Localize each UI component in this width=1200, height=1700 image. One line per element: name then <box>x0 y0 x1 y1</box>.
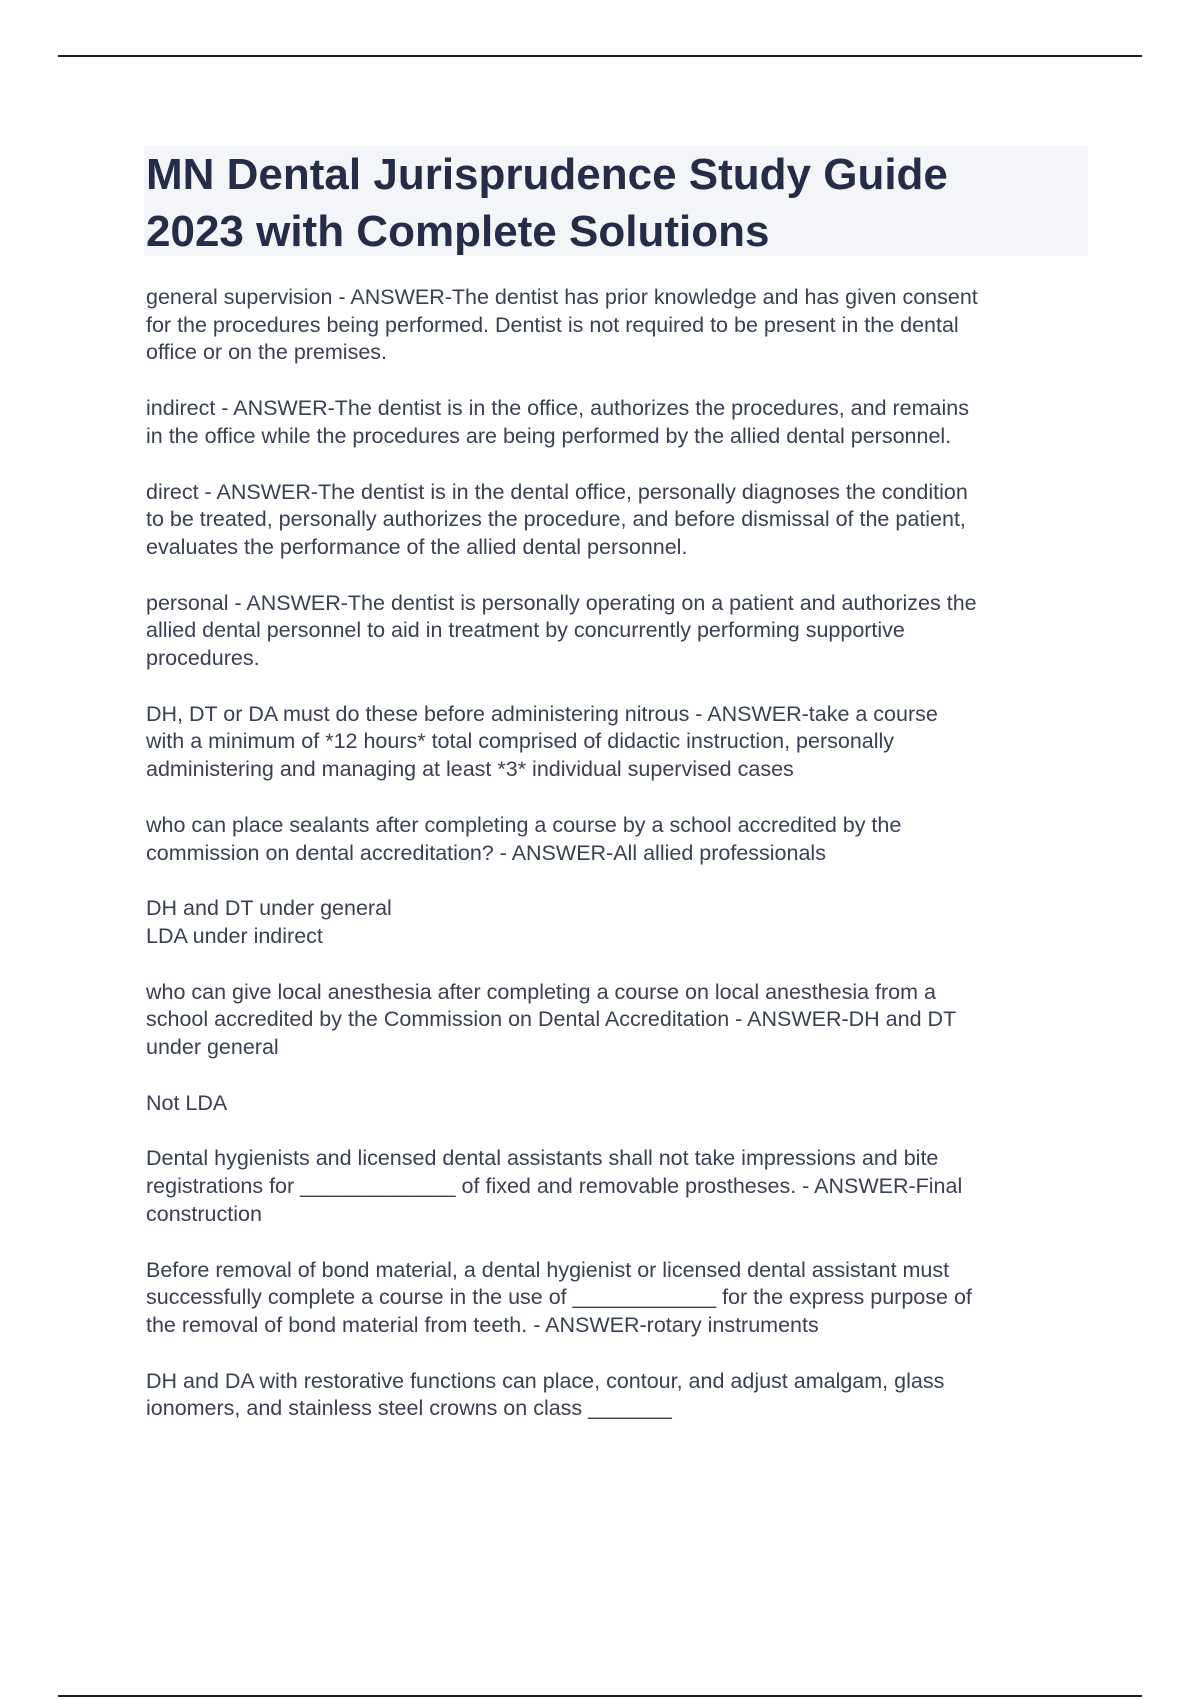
study-guide-content <box>146 284 1091 1451</box>
text-line: administering and managing at least *3* individual supervised cases <box>146 757 794 782</box>
text-line: who can place sealants after completing a course by a school accredited by the <box>146 812 902 837</box>
qa-personal <box>146 590 1091 673</box>
qa-sealants <box>146 812 1091 867</box>
text-line: commission on dental accreditation? - ANSWER-All allied professionals <box>146 840 826 865</box>
text-line: construction <box>146 1201 262 1226</box>
text-line: direct - ANSWER-The dentist is in the dental office, personally diagnoses the condition <box>146 479 968 504</box>
text-line: Not LDA <box>146 1090 228 1115</box>
bottom-rule <box>58 1695 1142 1697</box>
text-line: in the office while the procedures are being performed by the allied dental personnel. <box>146 423 952 448</box>
text-line: personal - ANSWER-The dentist is personally operating on a patient and authorizes the <box>146 590 977 615</box>
text-line: registrations for _____________ of fixed and removable prostheses. - ANSWER-Final <box>146 1174 963 1199</box>
qa-impressions <box>146 1145 1091 1228</box>
qa-bond-removal <box>146 1257 1091 1340</box>
qa-general-supervision <box>146 284 1091 367</box>
text-line: Dental hygienists and licensed dental assistants shall not take impressions and bite <box>146 1146 939 1171</box>
qa-nitrous <box>146 701 1091 784</box>
qa-local-anesthesia-note <box>146 1090 1091 1118</box>
title-line-1: MN Dental Jurisprudence Study Guide <box>146 150 948 199</box>
text-line: with a minimum of *12 hours* total comprised of didactic instruction, personally <box>146 729 895 754</box>
text-line: for the procedures being performed. Dentist is not required to be present in the dental <box>146 312 959 337</box>
title-line-2: 2023 with Complete Solutions <box>146 207 770 256</box>
text-line: DH and DA with restorative functions can place, contour, and adjust amalgam, glass <box>146 1368 945 1393</box>
text-line: successfully complete a course in the use of ____________ for the express purpose of <box>146 1285 972 1310</box>
qa-sealants-detail <box>146 895 1091 950</box>
qa-indirect <box>146 395 1091 450</box>
qa-local-anesthesia <box>146 979 1091 1062</box>
text-line: the removal of bond material from teeth. - ANSWER-rotary instruments <box>146 1312 819 1337</box>
text-line: evaluates the performance of the allied dental personnel. <box>146 534 688 559</box>
qa-restorative-functions <box>146 1368 1091 1423</box>
text-line: under general <box>146 1035 279 1060</box>
top-rule <box>58 55 1142 57</box>
text-line: allied dental personnel to aid in treatment by concurrently performing supportive <box>146 618 905 643</box>
text-line: indirect - ANSWER-The dentist is in the office, authorizes the procedures, and remains <box>146 396 969 421</box>
text-line: ionomers, and stainless steel crowns on class _______ <box>146 1396 672 1421</box>
text-line: general supervision - ANSWER-The dentist has prior knowledge and has given consent <box>146 285 978 309</box>
text-line: Before removal of bond material, a dental hygienist or licensed dental assistant must <box>146 1257 950 1282</box>
document-title <box>146 146 1086 260</box>
qa-direct <box>146 479 1091 562</box>
text-line: to be treated, personally authorizes the procedure, and before dismissal of the patient, <box>146 507 966 532</box>
text-line: DH, DT or DA must do these before administering nitrous - ANSWER-take a course <box>146 701 938 726</box>
text-line: who can give local anesthesia after completing a course on local anesthesia from a <box>146 979 936 1004</box>
text-line: office or on the premises. <box>146 340 388 365</box>
text-line: DH and DT under general <box>146 896 392 921</box>
text-line: school accredited by the Commission on Dental Accreditation - ANSWER-DH and DT <box>146 1007 957 1032</box>
text-line: LDA under indirect <box>146 923 323 948</box>
text-line: procedures. <box>146 646 260 671</box>
